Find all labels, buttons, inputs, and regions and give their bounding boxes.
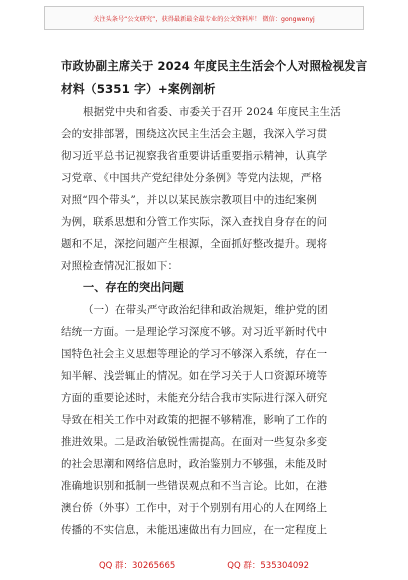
document-title-line-2: 材料（5351 字）+案例剖析: [61, 82, 216, 96]
footer-contacts: [0, 559, 408, 571]
qq-group-1: QQ 群：30265665: [98, 561, 176, 571]
paragraph-line: 准确地识别和抵制一些错误观点和不当言论。比如，在港: [61, 480, 328, 492]
paragraph-line: 结统一方面。一是理论学习深度不够。对习近平新时代中: [61, 326, 328, 338]
paragraph-line: 推进效果。二是政治敏锐性需提高。在面对一些复杂多变: [61, 436, 328, 448]
paragraph-line: 的社会思潮和网络信息时，政治鉴别力不够强，未能及时: [61, 458, 328, 470]
paragraph-line: 国特色社会主义思想等理论的学习不够深入系统，存在一: [61, 348, 328, 360]
paragraph-line: 彻习近平总书记视察我省重要讲话重要指示精神，认真学: [61, 150, 328, 162]
promo-banner: 关注头条号“公文研究”，获得最新最全最专业的公文资料库！ 微信：gongwenyj: [44, 6, 364, 30]
qq-group-2: QQ 群：535304092: [227, 561, 310, 571]
paragraph-line: 会的安排部署，围绕这次民主生活会主题，我深入学习贯: [61, 128, 328, 140]
paragraph-line: 对照检查情况汇报如下：: [61, 260, 179, 272]
paragraph-line: 习党章、《中国共产党纪律处分条例》等党内法规，严格: [61, 172, 322, 184]
paragraph-line: 为例，联系思想和分管工作实际，深入查找自身存在的问: [61, 216, 328, 228]
section-heading: 一、存在的突出问题: [83, 281, 184, 294]
paragraph-line: 导致在相关工作中对政策的把握不够精准，影响了工作的: [61, 414, 328, 426]
paragraph-line: 对照“四个带头”，并以以某民族宗教项目中的违纪案例: [61, 194, 317, 206]
paragraph-line: 题和不足，深挖问题产生根源，全面抓好整改提升。现将: [61, 238, 328, 250]
paragraph-line: 方面的重要论述时，未能充分结合我市实际进行深入研究: [61, 392, 328, 404]
paragraph-line: 澳台侨（外事）工作中，对于个别别有用心的人在网络上: [61, 502, 328, 514]
paragraph-line: 传播的不实信息，未能迅速做出有力回应，在一定程度上: [61, 524, 328, 536]
paragraph-line: 知半解、浅尝辄止的情况。如在学习关于人口资源环境等: [61, 370, 328, 382]
paragraph-line: 根据党中央和省委、市委关于召开 2024 年度民主生活: [83, 106, 341, 118]
document-title-line-1: 市政协副主席关于 2024 年度民主生活会个人对照检视发言: [61, 59, 368, 73]
paragraph-line: （一）在带头严守政治纪律和政治规矩，维护党的团: [83, 304, 328, 316]
